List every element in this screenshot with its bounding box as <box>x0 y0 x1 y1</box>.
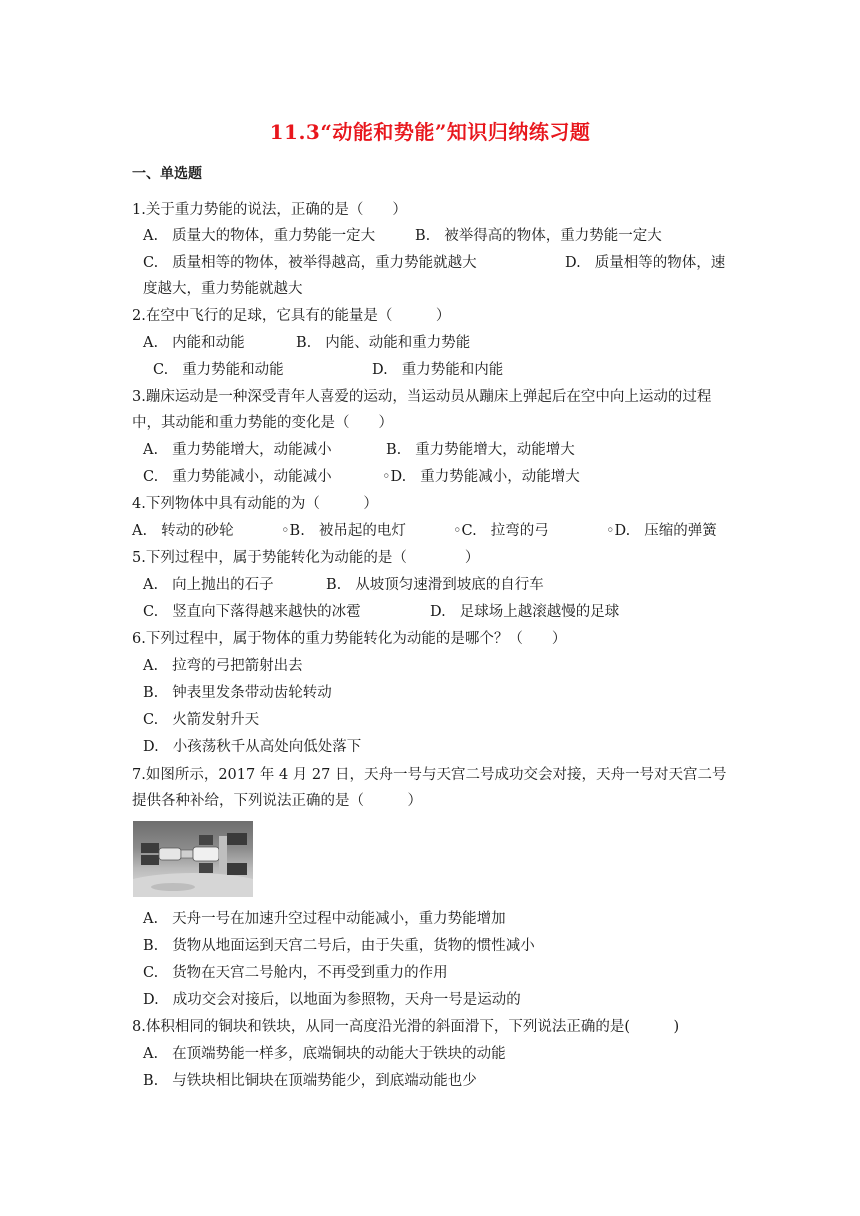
question-8-stem: 8.体积相同的铜块和铁块，从同一高度沿光滑的斜面滑下，下列说法正确的是( ) <box>132 1019 680 1035</box>
question-3-option-b[interactable] <box>386 437 575 463</box>
option-text: 质量相等的物体，速 <box>594 255 726 271</box>
question-1-option-d[interactable] <box>565 250 725 276</box>
option-letter: A. <box>143 228 159 244</box>
question-3-option-a[interactable] <box>143 437 332 463</box>
question-5-stem: 5.下列过程中，属于势能转化为动能的是（ ） <box>132 550 480 566</box>
option-letter: ◦D. <box>382 469 407 485</box>
option-letter: A. <box>143 442 159 458</box>
option-letter: D. <box>372 362 388 378</box>
option-text: 火箭发射升天 <box>172 712 260 728</box>
option-letter: D. <box>143 992 159 1008</box>
question-5-option-c[interactable] <box>143 599 361 625</box>
question-2-option-d[interactable] <box>372 357 503 383</box>
option-text: 小孩荡秋千从高处向低处落下 <box>172 739 362 755</box>
option-letter: A. <box>143 335 159 351</box>
space-station-icon <box>133 821 253 897</box>
question-2-option-a[interactable] <box>143 330 245 356</box>
question-4-option-b[interactable] <box>281 518 406 544</box>
question-3-option-d[interactable] <box>382 464 580 490</box>
page-title: 11.3“动能和势能”知识归纳练习题 <box>269 120 591 144</box>
question-1-stem: 1.关于重力势能的说法，正确的是（ ） <box>132 202 407 218</box>
option-letter: B. <box>386 442 402 458</box>
option-letter: B. <box>415 228 431 244</box>
option-text: 重力势能增大，动能减小 <box>172 442 332 458</box>
question-4-stem: 4.下列物体中具有动能的为（ ） <box>132 496 378 512</box>
question-7-stem-line-1: 7.如图所示，2017 年 4 月 27 日，天舟一号与天宫二号成功交会对接，天舟一号对天宫二号 <box>132 767 727 783</box>
option-text: 重力势能和动能 <box>182 362 284 378</box>
question-7-option-a[interactable] <box>143 906 506 932</box>
option-text: 重力势能减小，动能减小 <box>172 469 332 485</box>
option-text: 重力势能和内能 <box>401 362 504 378</box>
option-letter: ◦B. <box>281 523 305 539</box>
question-7-option-b[interactable] <box>143 933 535 959</box>
option-letter: D. <box>143 739 159 755</box>
option-text: 货物在天宫二号舱内，不再受到重力的作用 <box>172 965 448 981</box>
question-6-option-d[interactable] <box>143 734 361 760</box>
option-text: 内能和动能 <box>172 335 245 351</box>
option-text: 从坡顶匀速滑到坡底的自行车 <box>355 577 544 593</box>
question-7-stem-line-2: 提供各种补给，下列说法正确的是（ ） <box>132 793 422 809</box>
option-text: 足球场上越滚越慢的足球 <box>459 604 620 620</box>
option-letter: C. <box>143 469 159 485</box>
option-text: 拉弯的弓把箭射出去 <box>172 658 303 674</box>
option-letter: A. <box>143 577 159 593</box>
question-6-option-b[interactable] <box>143 680 332 706</box>
option-text: 质量相等的物体，被举得越高，重力势能就越大 <box>172 255 477 271</box>
option-letter: B. <box>143 685 159 701</box>
option-text: 质量大的物体，重力势能一定大 <box>172 228 376 244</box>
option-letter: D. <box>430 604 446 620</box>
question-5-option-a[interactable] <box>143 572 274 598</box>
option-letter: A. <box>132 523 148 539</box>
option-letter: B. <box>296 335 312 351</box>
option-letter: ◦D. <box>606 523 631 539</box>
option-letter: B. <box>143 1073 159 1089</box>
option-letter: C. <box>153 362 169 378</box>
option-text: 重力势能减小，动能增大 <box>420 469 580 485</box>
question-2-option-c[interactable] <box>153 357 284 383</box>
question-2-option-b[interactable] <box>296 330 470 356</box>
option-text: 重力势能增大，动能增大 <box>415 442 575 458</box>
option-letter: C. <box>143 255 159 271</box>
option-text: 钟表里发条带动齿轮转动 <box>172 685 332 701</box>
question-1-option-a[interactable] <box>143 223 375 249</box>
option-text: 向上抛出的石子 <box>172 577 274 593</box>
option-text: 转动的砂轮 <box>161 523 234 539</box>
question-7-option-c[interactable] <box>143 960 448 986</box>
option-letter: A. <box>143 911 159 927</box>
option-letter: D. <box>565 255 581 271</box>
option-letter: A. <box>143 658 159 674</box>
question-5-option-d[interactable] <box>430 599 619 625</box>
question-1-option-d-continued: 度越大，重力势能就越大 <box>143 281 303 297</box>
option-text: 货物从地面运到天宫二号后，由于失重，货物的惯性减小 <box>172 938 535 954</box>
question-4-option-c[interactable] <box>453 518 549 544</box>
option-text: 内能、动能和重力势能 <box>325 335 471 351</box>
option-text: 与铁块相比铜块在顶端势能少，到底端动能也少 <box>172 1073 477 1089</box>
option-letter: B. <box>143 938 159 954</box>
question-3-stem-line-2: 中，其动能和重力势能的变化是（ ） <box>132 415 393 431</box>
question-6-option-a[interactable] <box>143 653 303 679</box>
question-7-option-d[interactable] <box>143 987 521 1013</box>
question-1-option-b[interactable] <box>415 223 662 249</box>
question-4-option-a[interactable] <box>132 518 234 544</box>
question-6-option-c[interactable] <box>143 707 259 733</box>
option-letter: C. <box>143 604 159 620</box>
option-letter: B. <box>326 577 342 593</box>
question-4-option-d[interactable] <box>606 518 717 544</box>
question-6-stem: 6.下列过程中，属于物体的重力势能转化为动能的是哪个？（ ） <box>132 631 567 647</box>
option-letter: C. <box>143 965 159 981</box>
option-text: 被吊起的电灯 <box>318 523 406 539</box>
question-8-option-a[interactable] <box>143 1041 506 1067</box>
option-text: 成功交会对接后，以地面为参照物，天舟一号是运动的 <box>172 992 521 1008</box>
option-letter: A. <box>143 1046 159 1062</box>
section-heading: 一、单选题 <box>132 166 202 182</box>
option-text: 被举得高的物体，重力势能一定大 <box>444 228 662 244</box>
question-8-option-b[interactable] <box>143 1068 477 1094</box>
option-letter: ◦C. <box>453 523 477 539</box>
space-station-docking-photo <box>133 821 253 897</box>
question-2-stem: 2.在空中飞行的足球，它具有的能量是（ ） <box>132 308 451 324</box>
question-3-stem-line-1: 3.蹦床运动是一种深受青年人喜爱的运动，当运动员从蹦床上弹起后在空中向上运动的过程 <box>132 389 712 405</box>
option-text: 在顶端势能一样多，底端铜块的动能大于铁块的动能 <box>172 1046 506 1062</box>
option-letter: C. <box>143 712 159 728</box>
question-5-option-b[interactable] <box>326 572 544 598</box>
option-text: 天舟一号在加速升空过程中动能减小，重力势能增加 <box>172 911 506 927</box>
question-3-option-c[interactable] <box>143 464 332 490</box>
option-text: 竖直向下落得越来越快的冰雹 <box>172 604 361 620</box>
question-1-option-c[interactable] <box>143 250 477 276</box>
option-text: 压缩的弹簧 <box>644 523 717 539</box>
option-text: 拉弯的弓 <box>490 523 549 539</box>
